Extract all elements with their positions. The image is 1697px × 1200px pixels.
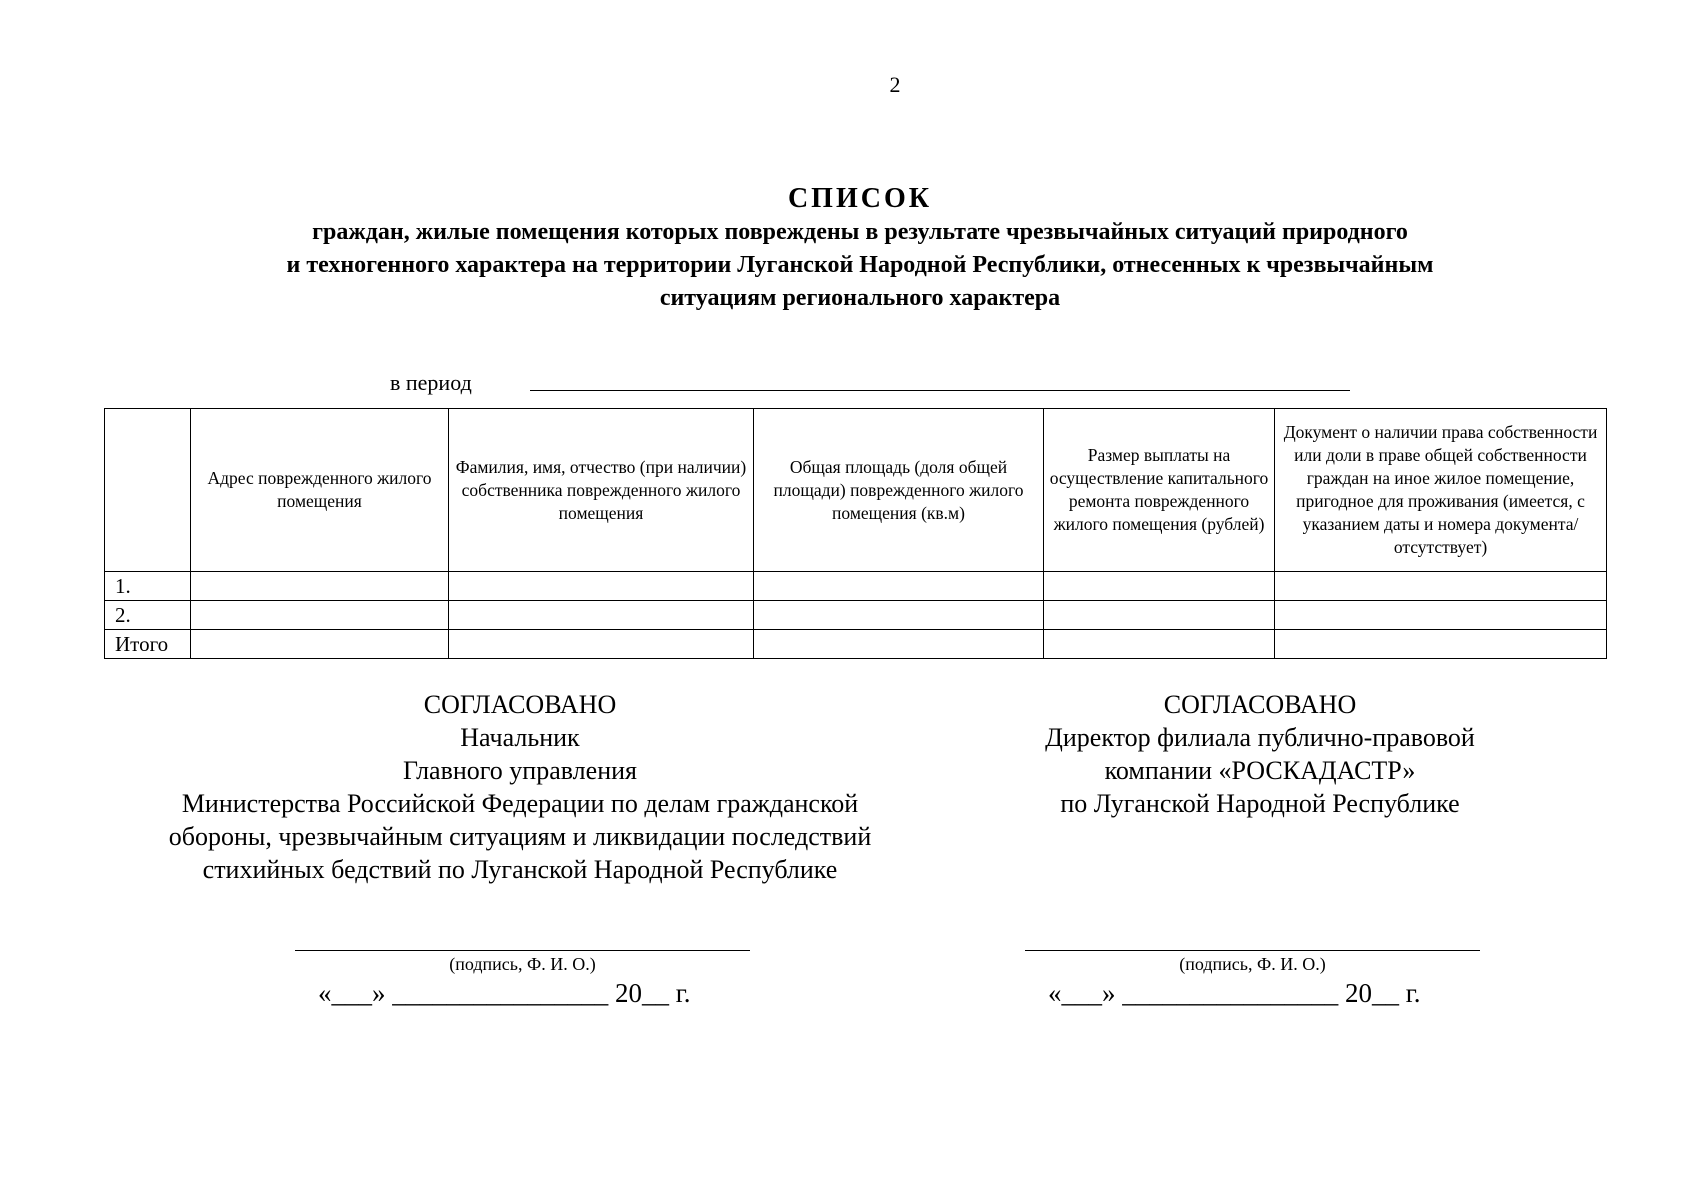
table-row: [105, 601, 1607, 630]
period-label: в период: [390, 370, 472, 395]
title-line-2: и техногенного характера на территории Луганской Народной Республики, отнесенных к чрезвычайным: [286, 252, 1434, 278]
signature-caption-left: (подпись, Ф. И. О.): [449, 954, 596, 974]
table-cell[interactable]: [1044, 601, 1275, 630]
citizens-table: [104, 408, 1607, 659]
date-line-left[interactable]: «___» ________________ 20__ г.: [318, 978, 691, 1008]
table-cell[interactable]: [1044, 572, 1275, 601]
header-ownership-document: Документ о наличии права собственности или доли в праве общей собственности граждан на иное жилое помещение, пригодное для проживания (имеется, с указанием даты и номера документа/ отсутствует): [1275, 409, 1607, 572]
table-cell[interactable]: [449, 630, 754, 659]
approval-block-left: [120, 688, 920, 886]
title-line-1: граждан, жилые помещения которых повреждены в результате чрезвычайных ситуаций природного: [312, 219, 1408, 245]
signature-line-left[interactable]: [295, 950, 750, 951]
approval-org-line: Главного управления: [403, 756, 637, 785]
page-number: 2: [889, 72, 901, 97]
approval-heading: СОГЛАСОВАНО: [423, 690, 617, 719]
row-label: 2.: [105, 601, 191, 630]
table-row: [105, 572, 1607, 601]
approval-org-line: стихийных бедствий по Луганской Народной Республике: [202, 855, 838, 884]
table-cell[interactable]: [754, 630, 1044, 659]
period-fill-line: [530, 390, 1350, 391]
approval-heading: СОГЛАСОВАНО: [1163, 690, 1357, 719]
table-row: [105, 630, 1607, 659]
date-line-right[interactable]: «___» ________________ 20__ г.: [1048, 978, 1421, 1008]
table-cell[interactable]: [1275, 572, 1607, 601]
table-cell[interactable]: [191, 630, 449, 659]
header-payment: Размер выплаты на осуществление капитального ремонта поврежденного жилого помещения (рублей): [1044, 409, 1275, 572]
document-title: [160, 182, 1560, 315]
header-address: Адрес поврежденного жилого помещения: [191, 409, 449, 572]
table-cell[interactable]: [754, 572, 1044, 601]
table-cell[interactable]: [1275, 601, 1607, 630]
approval-position: Директор филиала публично-правовой: [1045, 723, 1475, 752]
approval-org-line: Министерства Российской Федерации по делам гражданской: [181, 789, 859, 818]
row-label: 1.: [105, 572, 191, 601]
table-cell[interactable]: [191, 601, 449, 630]
table-header-row: [105, 409, 1607, 572]
table-cell[interactable]: [1275, 630, 1607, 659]
approval-org-line: по Луганской Народной Республике: [1060, 789, 1460, 818]
signature-line-right[interactable]: [1025, 950, 1480, 951]
row-label: Итого: [105, 630, 191, 659]
approval-org-line: компании «РОСКАДАСТР»: [1104, 756, 1416, 785]
signature-caption-right: (подпись, Ф. И. О.): [1179, 954, 1326, 974]
header-area: Общая площадь (доля общей площади) поврежденного жилого помещения (кв.м): [754, 409, 1044, 572]
title-line-3: ситуациям регионального характера: [659, 285, 1061, 311]
header-number: [105, 409, 191, 572]
table-cell[interactable]: [449, 601, 754, 630]
title-main: СПИСОК: [787, 183, 933, 214]
approval-position: Начальник: [460, 723, 580, 752]
approval-org-line: обороны, чрезвычайным ситуациям и ликвидации последствий: [168, 822, 872, 851]
header-owner-name: Фамилия, имя, отчество (при наличии) собственника поврежденного жилого помещения: [449, 409, 754, 572]
approval-block-right: [1000, 688, 1520, 820]
table-cell[interactable]: [1044, 630, 1275, 659]
table-cell[interactable]: [191, 572, 449, 601]
table-cell[interactable]: [449, 572, 754, 601]
table-cell[interactable]: [754, 601, 1044, 630]
